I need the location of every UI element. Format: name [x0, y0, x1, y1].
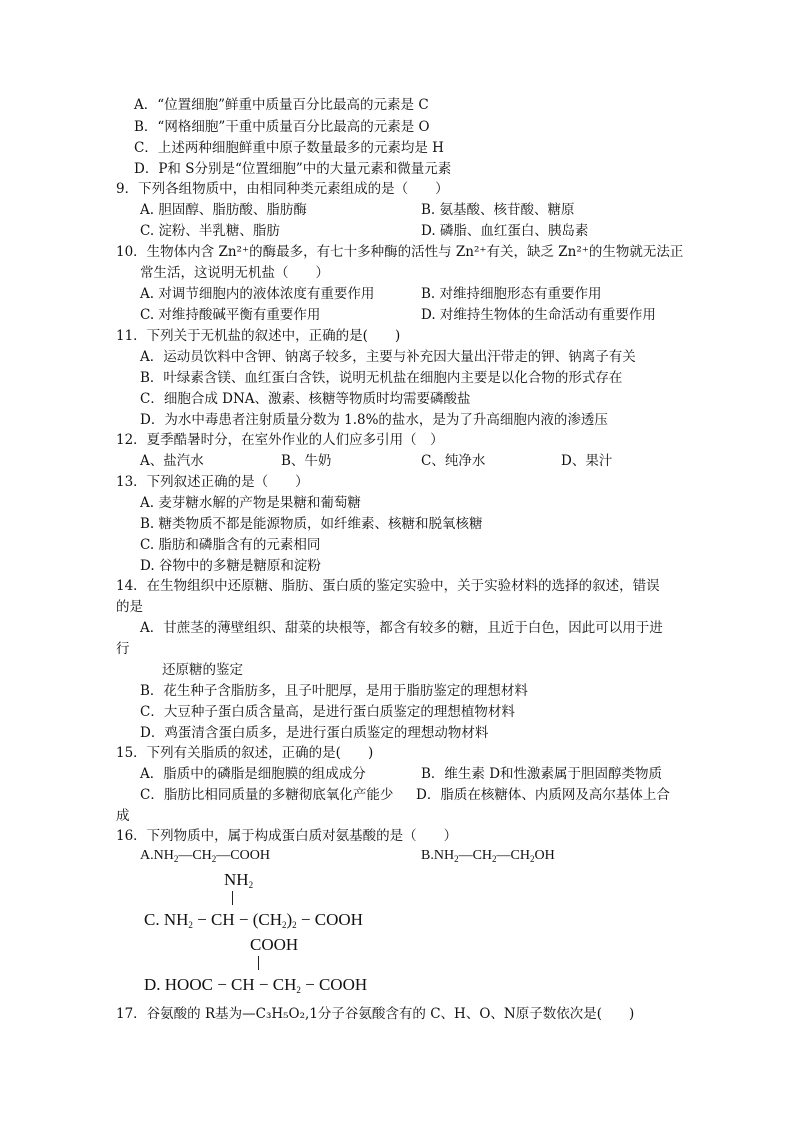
q12-stem: 12．夏季酷暑时分，在室外作业的人们应多引用（ ）: [116, 432, 444, 448]
q14-stem-line1: 14．在生物组织中还原糖、脂肪、蛋白质的鉴定实验中，关于实验材料的选择的叙述，错误: [116, 578, 660, 594]
q14-option-a-line1: A．甘蔗茎的薄壁组织、甜菜的块根等，都含有较多的糖，且近于白色，因此可以用于进: [140, 620, 663, 636]
q15-option-c: C．脂肪比相同质量的多糖彻底氧化产能少: [140, 787, 394, 803]
q15-option-a: A．脂质中的磷脂是细胞膜的组成成分: [140, 766, 366, 782]
q13-option-d: D. 谷物中的多糖是糖原和淀粉: [140, 558, 321, 574]
q11-stem: 11．下列关于无机盐的叙述中，正确的是( ): [116, 328, 401, 344]
q15-option-b: B．维生素 D和性激素属于胆固醇类物质: [421, 766, 663, 782]
q12-option-a: A、盐汽水: [140, 453, 204, 469]
q10-stem-line2: 常生活，这说明无机盐（ ）: [140, 265, 329, 281]
q13-option-a: A. 麦芽糖水解的产物是果糖和葡萄糖: [140, 495, 361, 511]
q11-option-a: A．运动员饮料中含钾、钠离子较多，主要与补充因大量出汗带走的钾、钠离子有关: [140, 349, 636, 365]
q10-option-b: B. 对维持细胞形态有重要作用: [421, 286, 602, 302]
q16-option-b-formula: $B.NH_2—CH_2—CH_2OH$: [421, 848, 555, 864]
q17-stem: 17．谷氨酸的 R基为—C₃H₅O₂,1分子谷氨酸含有的 C、H、O、N原子数依次是( ): [116, 1006, 635, 1022]
q15-option-d-cont: 成: [116, 808, 130, 824]
q16-option-c-top-group: $NH_2$: [224, 870, 254, 890]
q16-option-a-formula: $A.NH_2—CH_2—COOH$: [140, 848, 270, 864]
q16-option-c-bond: [232, 891, 233, 905]
q13-option-c: C. 脂肪和磷脂含有的元素相同: [140, 537, 321, 553]
q8-option-d: D．P和 S分别是“位置细胞”中的大量元素和微量元素: [134, 161, 452, 177]
q10-stem-line1: 10．生物体内含 Zn²⁺的酶最多，有七十多种酶的活性与 Zn²⁺有关，缺乏 Zn²⁺的生物就无法正: [116, 244, 684, 260]
q8-option-c: C．上述两种细胞鲜重中原子数量最多的元素均是 H: [134, 140, 444, 156]
q9-option-d: D. 磷脂、血红蛋白、胰岛素: [421, 223, 589, 239]
q16-option-d-top-group: COOH: [250, 935, 299, 954]
q16-option-c-formula: C. $NH_2$ − CH − $(CH_2)_2$ − COOH: [144, 910, 363, 930]
q9-option-b: B. 氨基酸、核苷酸、糖原: [421, 202, 575, 218]
q10-option-d: D. 对维持生物体的生命活动有重要作用: [421, 307, 656, 323]
q11-option-d: D．为水中毒患者注射质量分数为 1.8%的盐水，是为了升高细胞内液的渗透压: [140, 412, 608, 428]
q14-option-a-line2: 行: [116, 641, 130, 657]
q8-option-b: B．“网格细胞”干重中质量百分比最高的元素是 O: [134, 119, 430, 135]
q14-option-d: D．鸡蛋清含蛋白质多，是进行蛋白质鉴定的理想动物材料: [140, 725, 489, 741]
q14-option-a-line3: 还原糖的鉴定: [162, 662, 243, 678]
q14-stem-line2: 的是: [116, 599, 143, 615]
q9-stem: 9．下列各组物质中，由相同种类元素组成的是（ ）: [116, 181, 449, 197]
q9-option-a: A. 胆固醇、脂肪酸、脂肪酶: [140, 202, 307, 218]
q16-option-d-formula: D. HOOC − CH − $CH_2$ − COOH: [144, 975, 368, 995]
q10-option-a: A. 对调节细胞内的液体浓度有重要作用: [140, 286, 375, 302]
q15-option-d: D．脂质在核糖体、内质网及高尔基体上合: [416, 787, 670, 803]
q9-option-c: C. 淀粉、半乳糖、脂肪: [140, 223, 280, 239]
q14-option-c: C．大豆种子蛋白质含量高，是进行蛋白质鉴定的理想植物材料: [140, 704, 515, 720]
q13-option-b: B. 糖类物质不都是能源物质，如纤维素、核糖和脱氧核糖: [140, 516, 483, 532]
q8-option-a: A．“位置细胞”鲜重中质量百分比最高的元素是 C: [134, 97, 429, 113]
q11-option-c: C．细胞合成 DNA、激素、核糖等物质时均需要磷酸盐: [140, 391, 471, 407]
q16-option-d-bond: [258, 956, 259, 970]
q10-option-c: C. 对维持酸碱平衡有重要作用: [140, 307, 321, 323]
q12-option-b: B、牛奶: [281, 453, 332, 469]
q11-option-b: B．叶绿素含镁、血红蛋白含铁，说明无机盐在细胞内主要是以化合物的形式存在: [140, 370, 623, 386]
q12-option-c: C、纯净水: [421, 453, 486, 469]
q13-stem: 13．下列叙述正确的是（ ）: [116, 474, 309, 490]
q12-option-d: D、果汁: [561, 453, 613, 469]
q14-option-b: B．花生种子含脂肪多，且子叶肥厚，是用于脂肪鉴定的理想材料: [140, 683, 528, 699]
q15-stem: 15．下列有关脂质的叙述，正确的是( ): [116, 745, 374, 761]
q16-stem: 16．下列物质中，属于构成蛋白质对氨基酸的是（ ）: [116, 828, 458, 844]
